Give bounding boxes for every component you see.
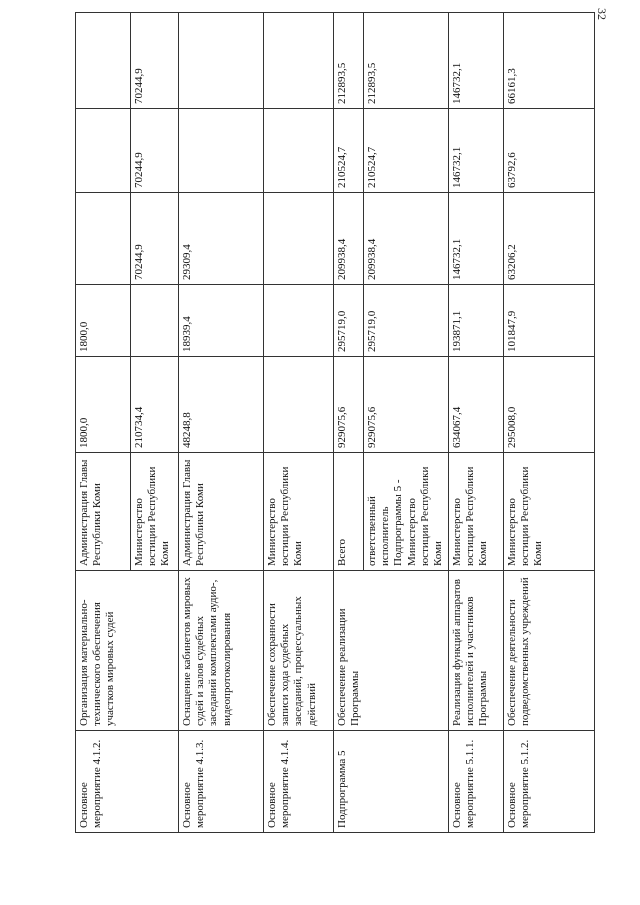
row-year-3	[179, 109, 264, 193]
row-name: Реализация функций аппаратов исполнителей и участников Программы	[449, 571, 504, 731]
row-name: Оснащение кабинетов мировых судей и залов судебных заседаний комплектами аудио-, видеопротоколирования	[179, 571, 264, 731]
table-row	[264, 13, 334, 833]
row-code: Подпрограмма 5	[334, 731, 449, 833]
row-year-1: 193871,1	[449, 285, 504, 357]
table-row	[449, 13, 504, 833]
row-executor: Всего	[334, 453, 364, 571]
rotated-table-wrapper	[75, 13, 595, 833]
page-number: 32	[595, 8, 609, 20]
row-executor: Администрация Главы Республики Коми	[76, 453, 131, 571]
row-year-2	[264, 193, 334, 285]
table-row	[504, 13, 595, 833]
row-year-2	[76, 193, 131, 285]
row-year-3: 146732,1	[449, 109, 504, 193]
row-year-3	[76, 109, 131, 193]
row-executor: Министерство юстиции Республики Коми	[131, 453, 179, 571]
row-year-1: 1800,0	[76, 285, 131, 357]
row-year-1: 18939,4	[179, 285, 264, 357]
row-executor: Администрация Главы Республики Коми	[179, 453, 264, 571]
row-executor: Министерство юстиции Республики Коми	[264, 453, 334, 571]
row-total: 634067,4	[449, 357, 504, 453]
row-name: Организация материально-технического обеспечения участков мировых судей	[76, 571, 179, 731]
row-name: Обеспечение сохранности записи хода судебных заседаний, процессуальных действий	[264, 571, 334, 731]
row-code: Основное мероприятие 4.1.2.	[76, 731, 179, 833]
row-total: 48248,8	[179, 357, 264, 453]
table-row	[76, 13, 131, 833]
row-year-1: 101847,9	[504, 285, 595, 357]
row-code: Основное мероприятие 4.1.3.	[179, 731, 264, 833]
row-code: Основное мероприятие 5.1.2.	[504, 731, 595, 833]
row-year-4: 70244,9	[131, 13, 179, 109]
row-year-1	[131, 285, 179, 357]
row-name: Обеспечение деятельности подведомственных учреждений	[504, 571, 595, 731]
row-year-3: 210524,7	[334, 109, 364, 193]
row-total: 295008,0	[504, 357, 595, 453]
row-year-2: 29309,4	[179, 193, 264, 285]
row-year-1	[264, 285, 334, 357]
row-code: Основное мероприятие 4.1.4.	[264, 731, 334, 833]
budget-table	[75, 12, 595, 833]
row-code: Основное мероприятие 5.1.1.	[449, 731, 504, 833]
row-year-1: 295719,0	[334, 285, 364, 357]
table-row	[334, 13, 364, 833]
row-total: 929075,6	[334, 357, 364, 453]
row-total: 1800,0	[76, 357, 131, 453]
row-year-4	[179, 13, 264, 109]
row-year-3: 70244,9	[131, 109, 179, 193]
row-executor: Министерство юстиции Республики Коми	[504, 453, 595, 571]
row-year-1: 295719,0	[364, 285, 449, 357]
row-year-3	[264, 109, 334, 193]
table-row	[179, 13, 264, 833]
row-year-4: 146732,1	[449, 13, 504, 109]
row-year-2: 209938,4	[364, 193, 449, 285]
row-year-2: 146732,1	[449, 193, 504, 285]
row-executor: ответственный исполнитель Подпрограммы 5 - Министерство юстиции Республики Коми	[364, 453, 449, 571]
row-total: 929075,6	[364, 357, 449, 453]
row-year-3: 63792,6	[504, 109, 595, 193]
row-total: 210734,4	[131, 357, 179, 453]
row-year-4	[264, 13, 334, 109]
row-year-2: 63206,2	[504, 193, 595, 285]
row-year-2: 209938,4	[334, 193, 364, 285]
row-year-3: 210524,7	[364, 109, 449, 193]
row-executor: Министерство юстиции Республики Коми	[449, 453, 504, 571]
row-year-2: 70244,9	[131, 193, 179, 285]
row-year-4	[76, 13, 131, 109]
row-total	[264, 357, 334, 453]
row-name: Обеспечение реализации Программы	[334, 571, 449, 731]
row-year-4: 212893,5	[334, 13, 364, 109]
row-year-4: 66161,3	[504, 13, 595, 109]
row-year-4: 212893,5	[364, 13, 449, 109]
